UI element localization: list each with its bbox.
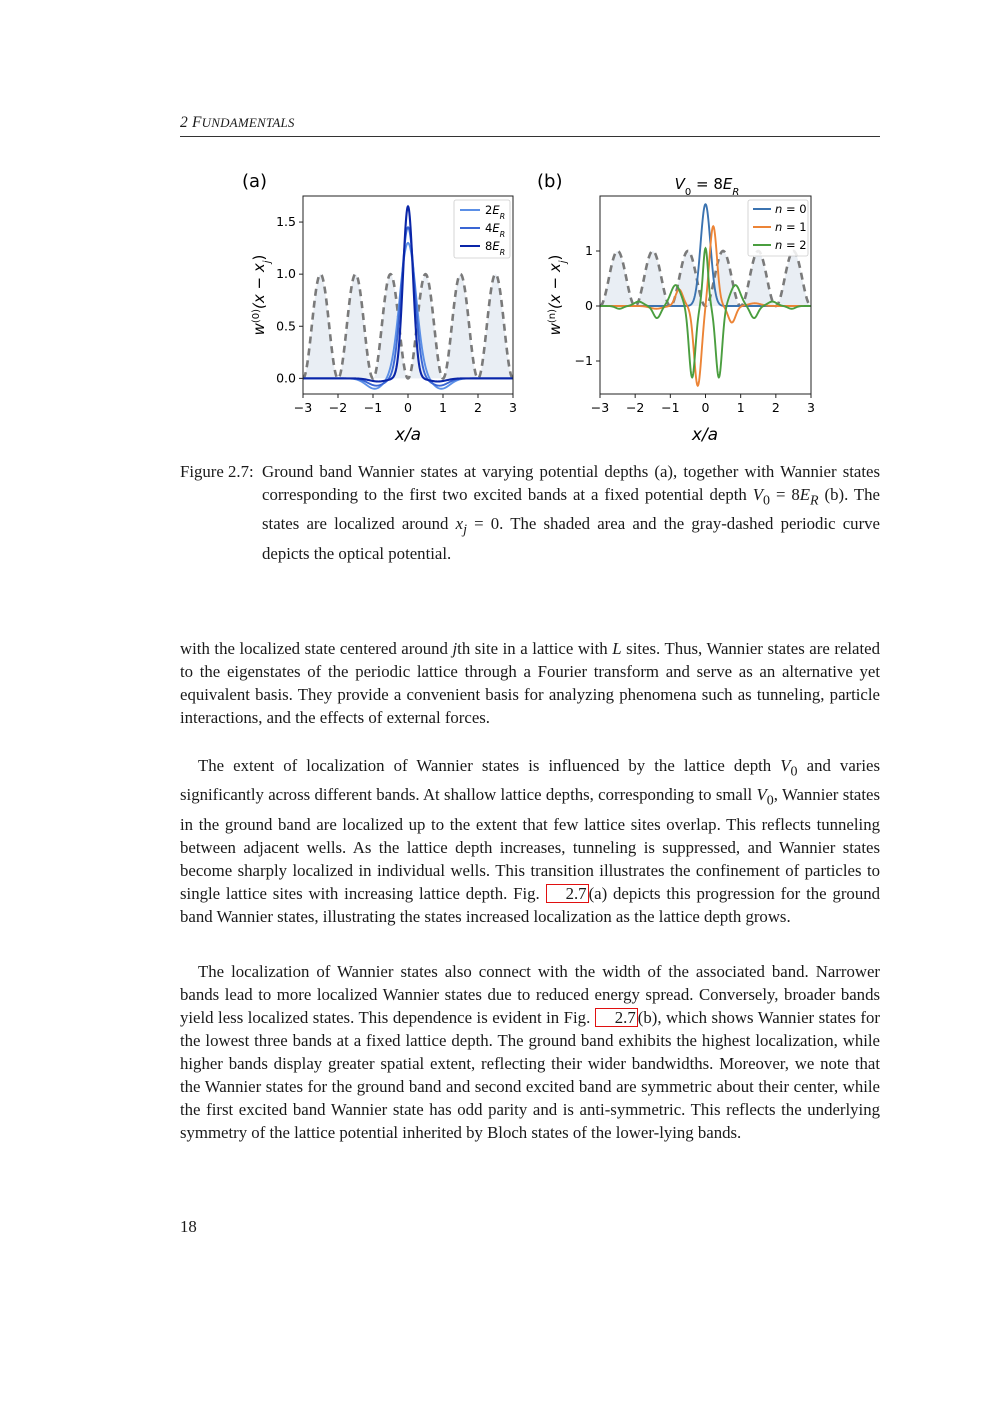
x-tick-label: −2 — [328, 400, 348, 415]
x-axis-label-a: x/a — [394, 425, 422, 445]
legend-entry-4er: $4E_R$ — [485, 221, 506, 239]
figure-ref-link[interactable]: 2.7 — [595, 1008, 638, 1027]
legend-entry-n1: n = 1 — [775, 220, 807, 234]
y-tick-label: −1 — [574, 353, 593, 368]
figure-caption — [180, 460, 880, 565]
y-axis-label-b: $w^{(n)}(x - x_j)$ — [546, 254, 569, 336]
panel-a-label: (a) — [242, 171, 268, 192]
wannier-figure — [230, 160, 830, 450]
y-tick-label: 1 — [585, 243, 593, 258]
paragraph-1: with the localized state centered around jth site in a lattice with L sites. Thus, Wannier states are related to the eigenstates of the periodic lattice through a Fourier transform and serve as an alternative yet equivalent basis. They provide a convenient basis for analyzing phenomena such as tunneling, particle interactions, and the effects of external forces. — [180, 639, 881, 727]
panel-b — [537, 171, 815, 445]
x-tick-label: −1 — [363, 400, 383, 415]
figure-ref-link[interactable]: 2.7 — [546, 884, 589, 903]
chapter-title: FUNDAMENTALS — [191, 114, 295, 131]
y-tick-label: 0.0 — [276, 370, 296, 386]
x-tick-label: 0 — [701, 400, 710, 415]
y-tick-label: 1.5 — [276, 214, 296, 230]
y-axis-label-a: $w^{(0)}(x - x_j)$ — [250, 254, 273, 336]
x-tick-label: −2 — [625, 400, 645, 415]
curve-2er — [303, 243, 513, 389]
x-tick-label: −3 — [590, 400, 610, 415]
panel-b-title: $V_0 = 8E_R$ — [674, 175, 740, 198]
y-tick-label: 0.5 — [276, 318, 296, 334]
x-axis-label-b: x/a — [691, 425, 719, 445]
y-tick-label: 1.0 — [276, 266, 296, 282]
x-tick-label: −3 — [293, 400, 313, 415]
x-tick-label: 1 — [439, 400, 447, 415]
paragraph-3: The localization of Wannier states also connect with the width of the associated band. Narrower bands lead to more localized Wannier states due to reduced energy spread. Conversely, broader bands yield less localized states. This dependence is evident in Fig. 2.7 (b), which shows Wannier states for the lowest three bands at a fixed lattice depth. The ground band exhibits the highest localization, while higher bands display greater spatial extent, reflecting their wider bandwidths. Moreover, we note that the Wannier states for the ground band and second excited band are symmetric about their center, while the first excited band Wannier state has odd parity and is anti-symmetric. This reflects the underlying symmetry of the lattice potential inherited by Bloch states of the lower-lying bands. — [180, 962, 880, 1142]
caption-text: Ground band Wannier states at varying potential depths (a), together with Wannier states corresponding to the first two excited bands at a fixed potential depth $V_0 = 8E_R$ (b). The states are localized around $x_j = 0$. The shaded area and the gray-dashed periodic curve depicts the optical potential. — [262, 462, 880, 563]
running-header — [180, 112, 880, 137]
potential-curve-a — [303, 274, 513, 378]
x-tick-label: −1 — [661, 400, 680, 415]
chapter-number: 2 — [180, 114, 188, 131]
legend-a — [454, 200, 510, 258]
legend-entry-n2: n = 2 — [775, 238, 807, 252]
x-tick-label: 0 — [404, 400, 412, 415]
caption-label: Figure 2.7: — [180, 462, 254, 481]
page-number: 18 — [180, 1217, 197, 1236]
paragraph-2: The extent of localization of Wannier states is influenced by the lattice depth $V_0$ and varies significantly across different bands. At shallow lattice depths, corresponding to small $V_0$, Wannier states in the ground band are localized up to the extent that few lattice sites overlap. This reflects tunneling between adjacent wells. As the lattice depth increases, tunneling is suppressed, and Wannier states become sharply localized in individual wells. This transition illustrates the confinement of particles to single lattice sites with increasing lattice depth. Fig. 2.7 (a) depicts this progression for the ground band Wannier states, illustrating the states increased localization as the lattice depth grows. — [180, 756, 880, 926]
x-tick-label: 1 — [736, 400, 745, 415]
legend-entry-2er: $2E_R$ — [485, 203, 506, 221]
x-tick-label: 3 — [509, 400, 517, 415]
y-tick-label: 0 — [585, 298, 593, 313]
x-tick-label: 2 — [474, 400, 482, 415]
x-tick-label: 3 — [807, 400, 815, 415]
panel-b-label: (b) — [537, 171, 563, 192]
legend-entry-8er: $8E_R$ — [485, 239, 506, 257]
legend-entry-n0: n = 0 — [775, 202, 807, 216]
x-tick-label: 2 — [771, 400, 780, 415]
legend-b — [748, 200, 808, 256]
panel-a — [242, 171, 517, 445]
